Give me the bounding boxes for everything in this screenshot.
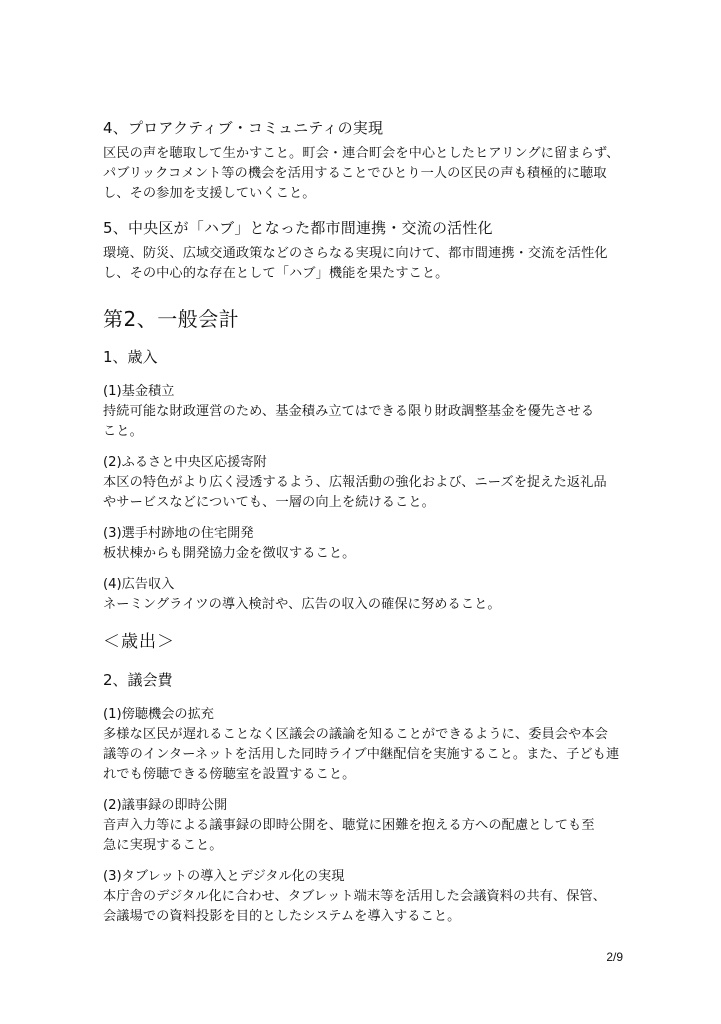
section-1-sub-3-line-1: 板状棟からも開発協力金を徴収すること。 [103,546,356,561]
section-2-sub-3-title: (3)タブレットの導入とデジタル化の実現 [103,869,345,884]
item-4-line-2: パブリックコメント等の機会を活用することでひとり一人の区民の声も積極的に聴取 [103,166,607,181]
section-1-sub-2-line-2: やサービスなどについても、一層の向上を続けること。 [103,495,435,510]
section-2-sub-1 [103,705,623,785]
section-2-sub-2 [103,796,623,856]
item-4-block [103,117,623,204]
item-5-line-1: 環境、防災、広域交通政策などのさらなる実現に向けて、都市間連携・交流を活性化 [103,246,608,261]
item-5-heading: 5、中央区が「ハブ」となった都市間連携・交流の活性化 [103,219,493,237]
section-2-sub-2-title: (2)議事録の即時公開 [103,798,228,813]
section-1-sub-4-line-1: ネーミングライツの導入検討や、広告の収入の確保に努めること。 [103,597,501,612]
section-1-sub-4 [103,575,623,615]
expenditure-heading: ＜歳出＞ [103,632,175,652]
section-2-sub-3-line-2: 会議場での資料投影を目的としたシステムを導入すること。 [103,909,461,924]
item-4-line-1: 区民の声を聴取して生かすこと。町会・連合町会を中心としたヒアリングに留まらず、 [103,146,620,161]
section-1-sub-2 [103,453,623,513]
section-2-sub-1-line-3: れでも傍聴できる傍聴室を設置すること。 [103,767,356,782]
section-1-sub-3 [103,524,623,564]
section-1-sub-1-title: (1)基金積立 [103,384,175,399]
section-2-sub-3 [103,867,623,927]
section-1-title: 1、歳入 [103,348,158,366]
item-4-heading: 4、プロアクティブ・コミュニティの実現 [103,119,384,137]
section-1-sub-2-line-1: 本区の特色がより広く浸透するよう、広報活動の強化および、ニーズを捉えた返礼品 [103,475,607,490]
section-1-sub-4-title: (4)広告収入 [103,577,175,592]
section-1-sub-3-title: (3)選手村跡地の住宅開発 [103,526,254,541]
document-page [103,117,623,927]
section-2-sub-2-line-2: 急に実現すること。 [103,838,223,853]
page-number: 2/9 [606,950,623,964]
chapter-2-title: 第2、一般会計 [103,307,240,331]
section-2-sub-3-line-1: 本庁舎のデジタル化に合わせ、タブレット端末等を活用した会議資料の共有、保管、 [103,889,607,904]
section-1-sub-1-line-1: 持続可能な財政運営のため、基金積み立てはできる限り財政調整基金を優先させる [103,404,595,419]
section-2-title: 2、議会費 [103,671,173,689]
item-5-block [103,217,623,284]
section-2-sub-1-line-2: 議等のインターネットを活用した同時ライブ中継配信を実施すること。また、子ども連 [103,747,620,762]
section-1-sub-2-title: (2)ふるさと中央区応援寄附 [103,455,267,470]
section-1-sub-1-line-2: こと。 [103,424,143,439]
item-5-line-2: し、その中心的な存在として「ハブ」機能を果たすこと。 [103,266,449,281]
section-2-sub-2-line-1: 音声入力等による議事録の即時公開を、聴覚に困難を抱える方への配慮としても至 [103,818,595,833]
section-2-sub-1-title: (1)傍聴機会の拡充 [103,707,214,722]
section-1-sub-1 [103,382,623,442]
item-4-line-3: し、その参加を支援していくこと。 [103,186,316,201]
section-2-sub-1-line-1: 多様な区民が遅れることなく区議会の議論を知ることができるように、委員会や本会 [103,727,608,742]
